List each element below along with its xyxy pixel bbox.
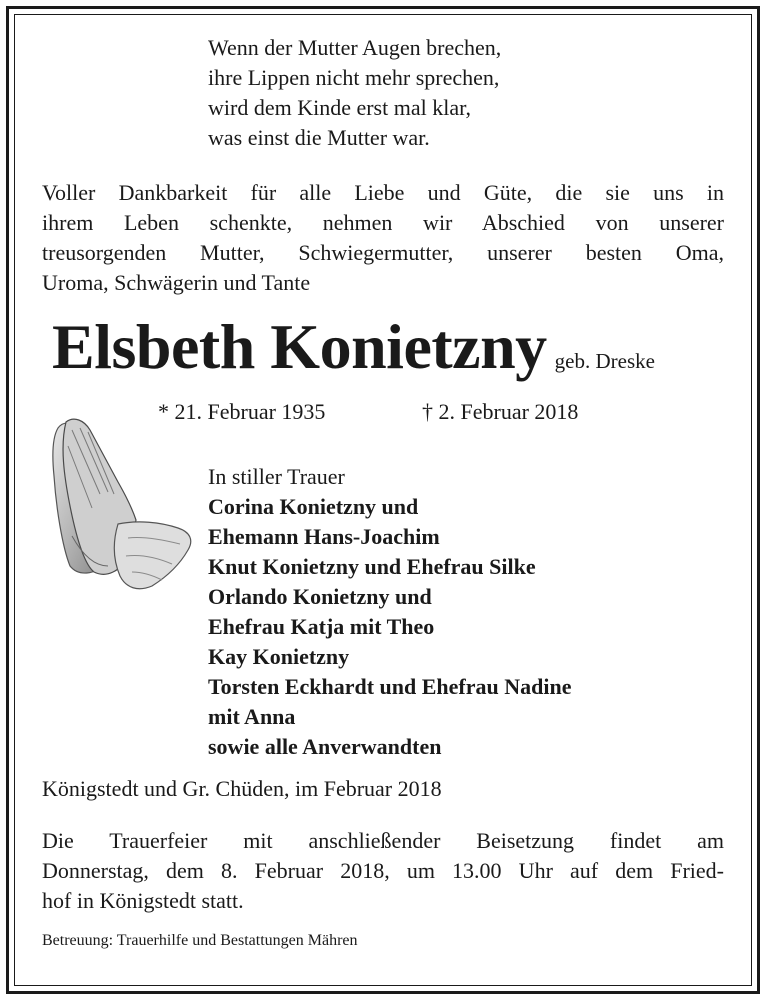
mourner-line: Knut Konietzny und Ehefrau Silke — [208, 554, 536, 579]
poem-line: wird dem Kinde erst mal klar, — [208, 95, 472, 120]
undertaker-credit: Betreuung: Trauerhilfe und Bestattungen Mähren — [42, 932, 358, 949]
funeral-notice — [42, 826, 724, 916]
maiden-name: geb. Dreske — [554, 349, 655, 373]
poem-line: ihre Lippen nicht mehr sprechen, — [208, 65, 500, 90]
funeral-line: Die Trauerfeier mit anschließender Beisetzung findet am — [42, 828, 724, 853]
mourner-line: Torsten Eckhardt und Ehefrau Nadine — [208, 674, 572, 699]
intro-line: treusorgenden Mutter, Schwiegermutter, unserer besten Oma, — [42, 240, 724, 265]
deceased-name: Elsbeth Konietzny — [52, 311, 547, 382]
intro-line: Uroma, Schwägerin und Tante — [42, 270, 311, 295]
funeral-line: Donnerstag, dem 8. Februar 2018, um 13.00 Uhr auf dem Fried- — [42, 858, 724, 883]
place-and-date: Königstedt und Gr. Chüden, im Februar 2018 — [42, 776, 442, 801]
mourner-line: Ehemann Hans-Joachim — [208, 524, 440, 549]
intro-text — [42, 178, 724, 298]
mourner-line: mit Anna — [208, 704, 296, 729]
mourners-list — [208, 462, 571, 762]
poem-line: Wenn der Mutter Augen brechen, — [208, 35, 502, 60]
praying-hands-icon — [48, 416, 196, 592]
mourner-line: Orlando Konietzny und — [208, 584, 432, 609]
mourner-line: Kay Konietzny — [208, 644, 350, 669]
deceased-name-row — [52, 310, 655, 384]
mourner-line: Corina Konietzny und — [208, 494, 419, 519]
intro-line: Voller Dankbarkeit für alle Liebe und Güte, die sie uns in — [42, 180, 724, 205]
mourning-heading: In stiller Trauer — [208, 464, 345, 489]
poem — [208, 33, 501, 153]
intro-line: ihrem Leben schenkte, nehmen wir Abschied von unserer — [42, 210, 724, 235]
mourner-line: sowie alle Anverwandten — [208, 734, 442, 759]
birth-date: * 21. Februar 1935 — [158, 399, 326, 424]
mourner-line: Ehefrau Katja mit Theo — [208, 614, 435, 639]
poem-line: was einst die Mutter war. — [208, 125, 430, 150]
funeral-line: hof in Königstedt statt. — [42, 888, 244, 913]
death-date: † 2. Februar 2018 — [422, 399, 579, 424]
